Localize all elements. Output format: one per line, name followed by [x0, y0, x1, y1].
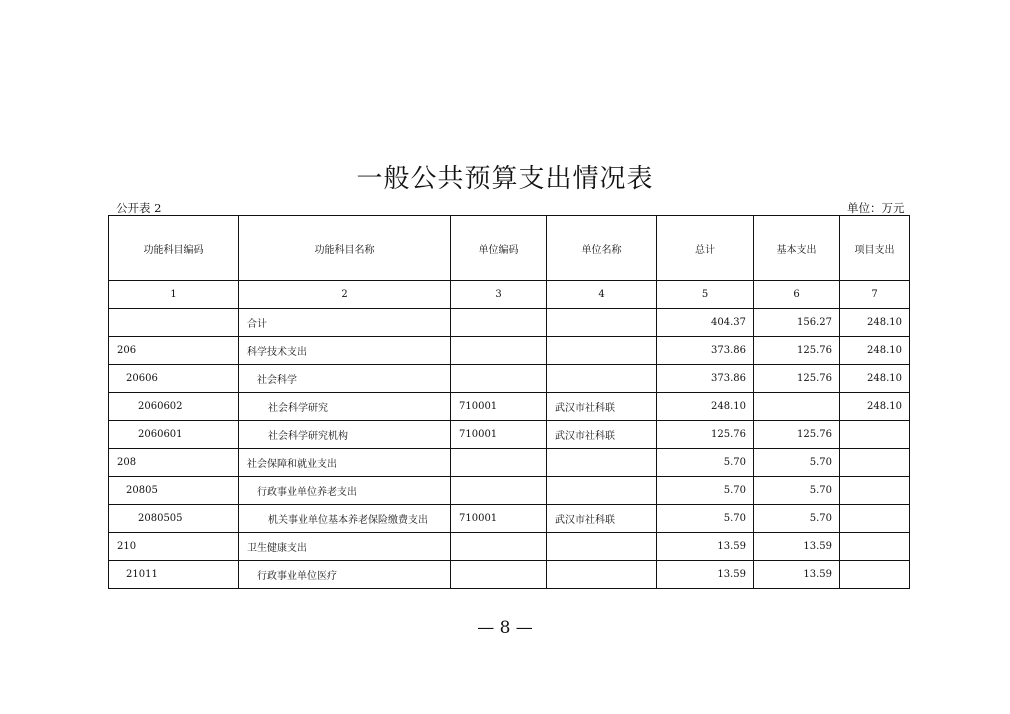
header-unit-name: 单位名称: [547, 216, 657, 281]
function-name: 机关事业单位基本养老保险缴费支出: [239, 505, 451, 533]
column-index-row: [109, 281, 910, 309]
basic-value: 125.76: [754, 337, 840, 365]
basic-value: 125.76: [754, 365, 840, 393]
function-name: 合计: [239, 309, 451, 337]
function-name: 科学技术支出: [239, 337, 451, 365]
form-number: 公开表 2: [116, 201, 162, 215]
total-value: 373.86: [657, 337, 754, 365]
unit-name: [547, 533, 657, 561]
unit-code: [451, 337, 547, 365]
project-value: 248.10: [840, 365, 910, 393]
function-code: 21011: [109, 561, 239, 589]
basic-value: 13.59: [754, 533, 840, 561]
unit-code: 710001: [451, 393, 547, 421]
col-index: 7: [840, 281, 910, 309]
unit-name: 武汉市社科联: [547, 393, 657, 421]
basic-value: 5.70: [754, 477, 840, 505]
col-index: 1: [109, 281, 239, 309]
unit-name: [547, 561, 657, 589]
function-code: 2060601: [109, 421, 239, 449]
unit-name: [547, 337, 657, 365]
function-code: [109, 309, 239, 337]
project-value: 248.10: [840, 393, 910, 421]
function-code: 206: [109, 337, 239, 365]
basic-value: 156.27: [754, 309, 840, 337]
function-code: 20805: [109, 477, 239, 505]
function-name: 社会保障和就业支出: [239, 449, 451, 477]
function-code: 2080505: [109, 505, 239, 533]
header-project: 项目支出: [840, 216, 910, 281]
table-row: [109, 365, 910, 393]
table-row: [109, 533, 910, 561]
col-index: 2: [239, 281, 451, 309]
function-code: 2060602: [109, 393, 239, 421]
basic-value: 125.76: [754, 421, 840, 449]
project-value: [840, 505, 910, 533]
unit-code: 710001: [451, 505, 547, 533]
basic-value: [754, 393, 840, 421]
basic-value: 13.59: [754, 561, 840, 589]
project-value: [840, 449, 910, 477]
header-function-code: 功能科目编码: [109, 216, 239, 281]
function-name: 社会科学研究机构: [239, 421, 451, 449]
unit-code: 710001: [451, 421, 547, 449]
table-row: [109, 561, 910, 589]
table-row: [109, 309, 910, 337]
unit-code: [451, 309, 547, 337]
unit-name: [547, 309, 657, 337]
function-name: 卫生健康支出: [239, 533, 451, 561]
header-total: 总计: [657, 216, 754, 281]
project-value: 248.10: [840, 337, 910, 365]
unit-code: [451, 533, 547, 561]
total-value: 125.76: [657, 421, 754, 449]
project-value: [840, 477, 910, 505]
col-index: 4: [547, 281, 657, 309]
unit-name: 武汉市社科联: [547, 421, 657, 449]
header-function-name: 功能科目名称: [239, 216, 451, 281]
unit-code: [451, 561, 547, 589]
total-value: 373.86: [657, 365, 754, 393]
unit-name: 武汉市社科联: [547, 505, 657, 533]
basic-value: 5.70: [754, 449, 840, 477]
table-row: [109, 337, 910, 365]
page-number: — 8 —: [477, 618, 533, 638]
col-index: 3: [451, 281, 547, 309]
unit-code: [451, 477, 547, 505]
unit-code: [451, 365, 547, 393]
project-value: 248.10: [840, 309, 910, 337]
header-row: [109, 216, 910, 281]
function-code: 210: [109, 533, 239, 561]
function-name: 行政事业单位医疗: [239, 561, 451, 589]
unit-name: [547, 365, 657, 393]
table-title: 一般公共预算支出情况表: [356, 164, 654, 194]
total-value: 404.37: [657, 309, 754, 337]
total-value: 13.59: [657, 561, 754, 589]
basic-value: 5.70: [754, 505, 840, 533]
project-value: [840, 421, 910, 449]
total-value: 5.70: [657, 449, 754, 477]
total-value: 5.70: [657, 477, 754, 505]
col-index: 6: [754, 281, 840, 309]
project-value: [840, 561, 910, 589]
header-unit-code: 单位编码: [451, 216, 547, 281]
function-code: 20606: [109, 365, 239, 393]
unit-name: [547, 449, 657, 477]
total-value: 13.59: [657, 533, 754, 561]
total-value: 248.10: [657, 393, 754, 421]
function-name: 行政事业单位养老支出: [239, 477, 451, 505]
unit-label: 单位：万元: [847, 201, 905, 215]
expenditure-table: [108, 215, 910, 589]
header-basic: 基本支出: [754, 216, 840, 281]
table-row: [109, 393, 910, 421]
total-value: 5.70: [657, 505, 754, 533]
unit-code: [451, 449, 547, 477]
unit-name: [547, 477, 657, 505]
col-index: 5: [657, 281, 754, 309]
function-name: 社会科学: [239, 365, 451, 393]
table-row: [109, 421, 910, 449]
table-row: [109, 449, 910, 477]
project-value: [840, 533, 910, 561]
function-name: 社会科学研究: [239, 393, 451, 421]
function-code: 208: [109, 449, 239, 477]
table-row: [109, 505, 910, 533]
table-row: [109, 477, 910, 505]
